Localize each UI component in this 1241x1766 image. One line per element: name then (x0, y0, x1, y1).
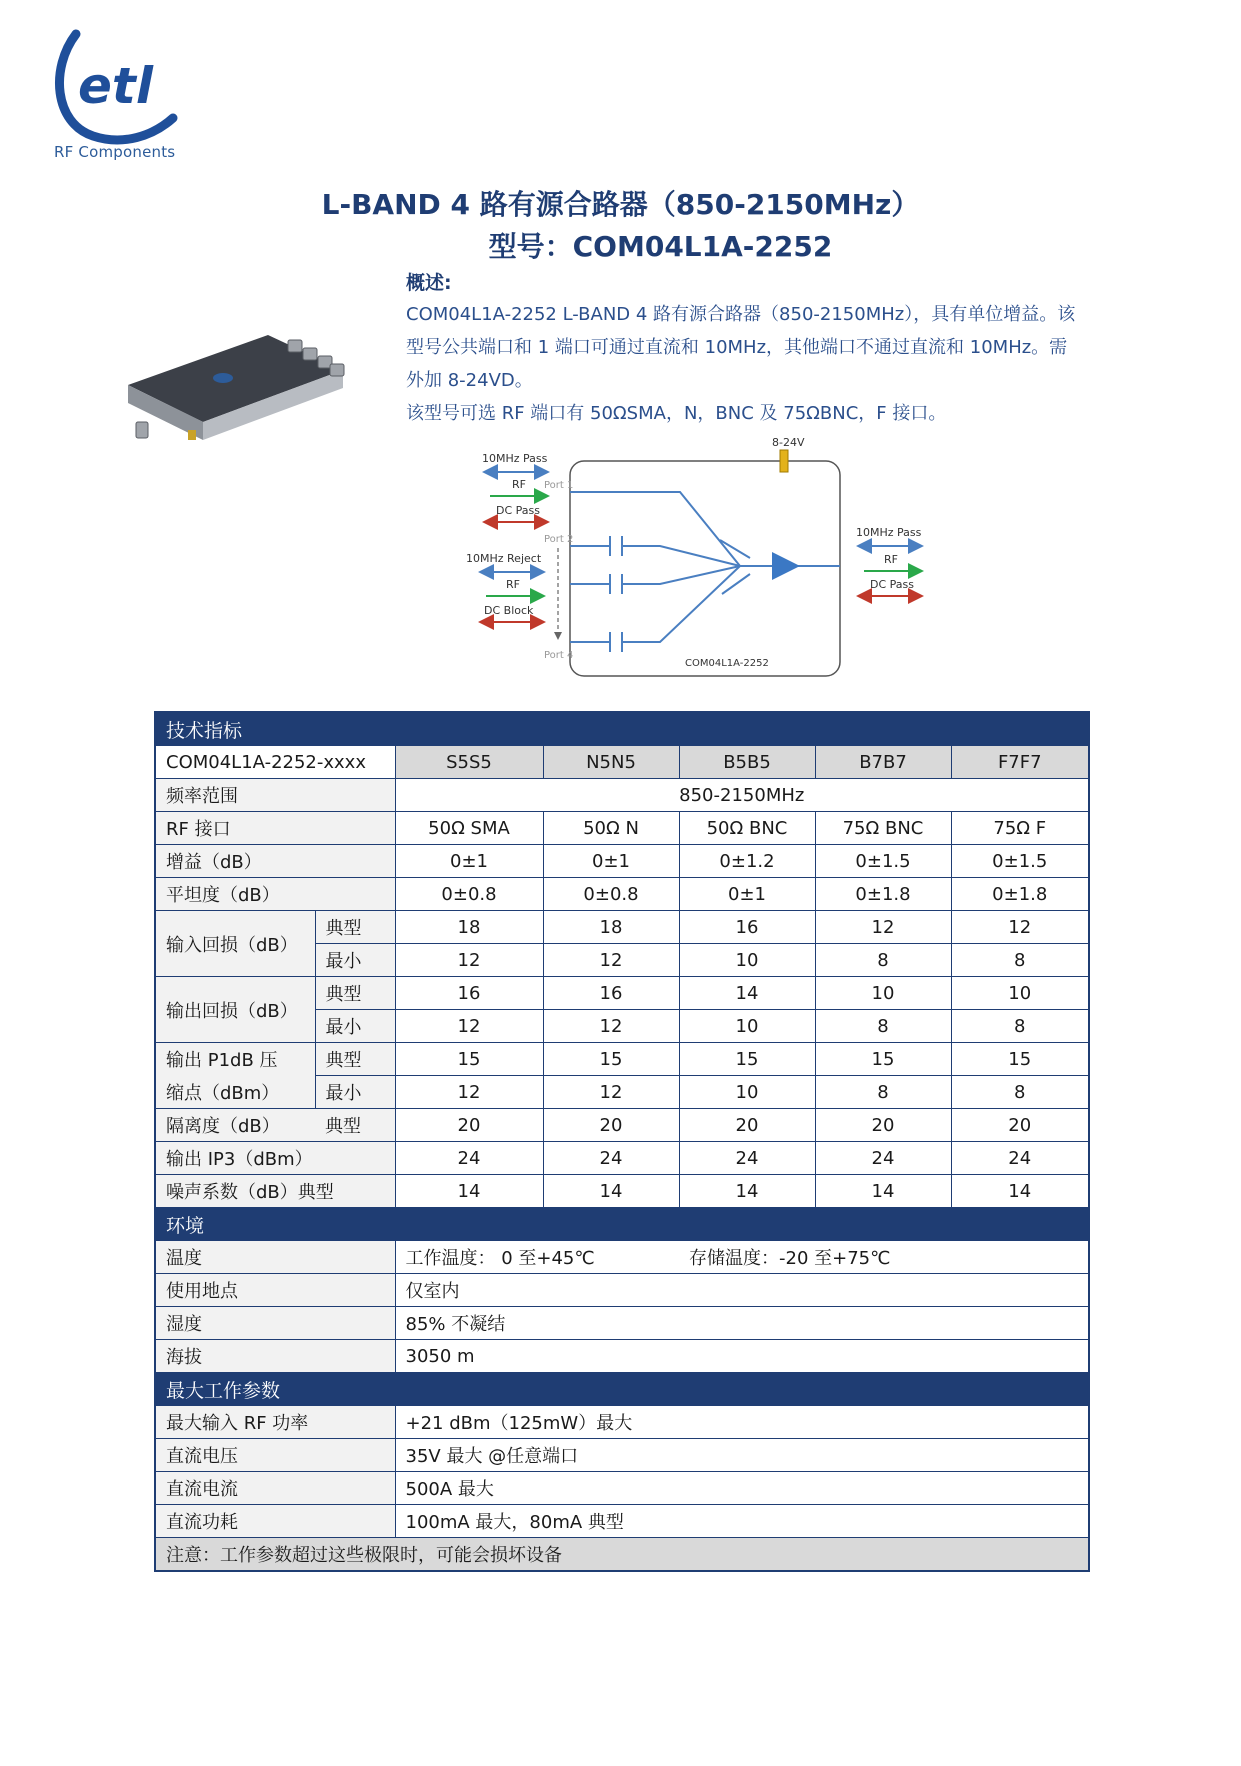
sub-label: 典型 (315, 1109, 395, 1142)
cell-value: 0±1.2 (679, 845, 815, 878)
overview-heading: 概述: (406, 272, 452, 294)
left-top-label: DC Pass (496, 504, 540, 517)
cell-value: 0±0.8 (395, 878, 543, 911)
port2-label: Port 2 (544, 534, 574, 545)
voltage-label: 8-24V (772, 436, 805, 449)
cell-value: 16 (395, 977, 543, 1010)
port4-label: Port 4 (544, 650, 574, 661)
row-label: 输出 IP3（dBm） (155, 1142, 395, 1175)
cell-value: 0±1 (679, 878, 815, 911)
left-bottom-label: 10MHz Reject (466, 552, 542, 565)
left-bottom-label: RF (506, 578, 520, 591)
row-label: 输出 P1dB 压 (155, 1043, 315, 1076)
sub-label: 最小 (315, 944, 395, 977)
right-label: RF (884, 553, 898, 566)
amplifier-icon (772, 552, 800, 580)
row-label: 增益（dB） (155, 845, 395, 878)
cell-value: 85% 不凝结 (395, 1307, 1089, 1340)
cell-value: 10 (951, 977, 1089, 1010)
table-row (155, 1043, 1089, 1076)
cell-value: 15 (543, 1043, 679, 1076)
row-label: 最大输入 RF 功率 (155, 1406, 395, 1439)
cell-value: 0±1 (395, 845, 543, 878)
cell-value: 14 (395, 1175, 543, 1208)
cell-value: 20 (543, 1109, 679, 1142)
section-title-env: 环境 (155, 1208, 1089, 1241)
left-top-label: 10MHz Pass (482, 452, 548, 465)
cell-value: 存储温度：-20 至+75℃ (679, 1241, 1089, 1274)
cell-value: 20 (815, 1109, 951, 1142)
cell-value: 20 (951, 1109, 1089, 1142)
cell-value: 8 (951, 1010, 1089, 1043)
variant-header: B5B5 (679, 746, 815, 779)
logo-mark: etl (78, 57, 153, 115)
cell-value: 14 (679, 977, 815, 1010)
cell-value: 14 (543, 1175, 679, 1208)
table-row (155, 1340, 1089, 1373)
cell-value: 50Ω SMA (395, 812, 543, 845)
cell-value: 75Ω F (951, 812, 1089, 845)
cell-value: 0±1.8 (951, 878, 1089, 911)
cell-value: 50Ω BNC (679, 812, 815, 845)
sub-label: 典型 (315, 977, 395, 1010)
cell-value: 10 (679, 1010, 815, 1043)
section-title-max: 最大工作参数 (155, 1373, 1089, 1406)
row-label: 输出回损（dB） (155, 977, 315, 1043)
cell-value: 15 (951, 1043, 1089, 1076)
table-row (155, 1472, 1089, 1505)
cell-value: 12 (815, 911, 951, 944)
sub-label: 典型 (315, 911, 395, 944)
table-row (155, 1406, 1089, 1439)
cell-value: 12 (395, 1010, 543, 1043)
page-title: L-BAND 4 路有源合路器（850-2150MHz） (321, 188, 920, 221)
table-row (155, 1109, 1089, 1142)
enclosure-logo-icon (213, 373, 233, 383)
cell-value: 10 (679, 1076, 815, 1109)
cell-value: 0±1 (543, 845, 679, 878)
spec-table (154, 711, 1090, 1572)
row-label: 输入回损（dB） (155, 911, 315, 977)
variant-header: F7F7 (951, 746, 1089, 779)
table-row (155, 746, 1089, 779)
dc-input-icon (780, 450, 788, 472)
cell-value: 12 (543, 944, 679, 977)
cell-value: 8 (815, 944, 951, 977)
cell-value: 8 (815, 1010, 951, 1043)
cell-value: 10 (679, 944, 815, 977)
dc-block-capacitors (610, 536, 622, 652)
cell-value: 20 (395, 1109, 543, 1142)
cell-value: 仅室内 (395, 1274, 1089, 1307)
cell-value: 0±0.8 (543, 878, 679, 911)
warning-note: 注意：工作参数超过这些极限时，可能会损坏设备 (155, 1538, 1089, 1572)
table-row (155, 779, 1089, 812)
cell-value: 14 (815, 1175, 951, 1208)
cell-value: 工作温度： 0 至+45℃ (395, 1241, 679, 1274)
cell-value: 24 (951, 1142, 1089, 1175)
table-row (155, 977, 1089, 1010)
cell-value: 3050 m (395, 1340, 1089, 1373)
cell-value: 15 (395, 1043, 543, 1076)
row-label: 海拔 (155, 1340, 395, 1373)
cell-value: 24 (543, 1142, 679, 1175)
cell-value: 50Ω N (543, 812, 679, 845)
variant-header: N5N5 (543, 746, 679, 779)
table-row (155, 911, 1089, 944)
right-label: DC Pass (870, 578, 914, 591)
cell-value: 10 (815, 977, 951, 1010)
cell-value: 0±1.8 (815, 878, 951, 911)
table-row (155, 1439, 1089, 1472)
row-label: 使用地点 (155, 1274, 395, 1307)
sub-label: 典型 (315, 1043, 395, 1076)
diagram-model-label: COM04L1A-2252 (685, 658, 769, 669)
table-row (155, 845, 1089, 878)
table-row (155, 1274, 1089, 1307)
left-bottom-label: DC Block (484, 604, 534, 617)
table-row (155, 812, 1089, 845)
row-label: 平坦度（dB） (155, 878, 395, 911)
product-photo (118, 330, 348, 470)
cell-value: 12 (951, 911, 1089, 944)
cell-value: 850-2150MHz (395, 779, 1089, 812)
sub-label: 最小 (315, 1010, 395, 1043)
variant-header: S5S5 (395, 746, 543, 779)
cell-value: 24 (679, 1142, 815, 1175)
cell-value: 100mA 最大，80mA 典型 (395, 1505, 1089, 1538)
row-label: 直流电压 (155, 1439, 395, 1472)
logo-subtitle: RF Components (54, 143, 176, 161)
section-header (155, 712, 1089, 746)
row-label: 频率范围 (155, 779, 395, 812)
row-label: RF 接口 (155, 812, 395, 845)
cell-value: 12 (543, 1076, 679, 1109)
port1-label: Port 1 (544, 480, 574, 491)
table-row (155, 1241, 1089, 1274)
row-label: 噪声系数（dB）典型 (155, 1175, 395, 1208)
table-row (155, 1307, 1089, 1340)
section-header (155, 1208, 1089, 1241)
section-title-specs: 技术指标 (155, 712, 1089, 746)
cell-value: 18 (543, 911, 679, 944)
overview-text (406, 298, 1081, 430)
cell-value: 0±1.5 (951, 845, 1089, 878)
table-row (155, 1505, 1089, 1538)
cell-value: 20 (679, 1109, 815, 1142)
table-row (155, 1538, 1089, 1572)
cell-value: 8 (951, 1076, 1089, 1109)
cell-value: +21 dBm（125mW）最大 (395, 1406, 1089, 1439)
cell-value: 14 (679, 1175, 815, 1208)
cell-value: 12 (395, 944, 543, 977)
dc-terminal-icon (188, 430, 196, 440)
cell-value: 75Ω BNC (815, 812, 951, 845)
cell-value: 12 (395, 1076, 543, 1109)
table-row (155, 878, 1089, 911)
cell-value: 0±1.5 (815, 845, 951, 878)
cell-value: 35V 最大 @任意端口 (395, 1439, 1089, 1472)
row-label: 直流电流 (155, 1472, 395, 1505)
variant-header: B7B7 (815, 746, 951, 779)
table-row (155, 1076, 1089, 1109)
overview-paragraph: COM04L1A-2252 L-BAND 4 路有源合路器（850-2150MHz），具有单位增益。该型号公共端口和 1 端口可通过直流和 10MHz，其他端口不通过直流和 10MHz。需外加 8-24VD。 (406, 304, 1076, 391)
table-row (155, 1142, 1089, 1175)
cell-value: 16 (679, 911, 815, 944)
cell-value: 16 (543, 977, 679, 1010)
cell-value: 500A 最大 (395, 1472, 1089, 1505)
right-label: 10MHz Pass (856, 526, 922, 539)
model-title: 型号：COM04L1A-2252 (488, 230, 833, 263)
cell-value: 8 (951, 944, 1089, 977)
cell-value: 24 (815, 1142, 951, 1175)
cell-value: 15 (815, 1043, 951, 1076)
left-top-label: RF (512, 478, 526, 491)
block-diagram (460, 436, 940, 686)
overview-paragraph: 该型号可选 RF 端口有 50ΩSMA，N，BNC 及 75ΩBNC，F 接口。 (406, 403, 947, 424)
cell-value: 24 (395, 1142, 543, 1175)
cell-value: 18 (395, 911, 543, 944)
section-header (155, 1373, 1089, 1406)
row-label: 湿度 (155, 1307, 395, 1340)
row-label: 温度 (155, 1241, 395, 1274)
table-row (155, 1175, 1089, 1208)
row-label: 直流功耗 (155, 1505, 395, 1538)
row-label: 隔离度（dB） (155, 1109, 315, 1142)
cell-value: 12 (543, 1010, 679, 1043)
cell-value: 8 (815, 1076, 951, 1109)
cell-value: 14 (951, 1175, 1089, 1208)
sub-label: 最小 (315, 1076, 395, 1109)
model-cell: COM04L1A-2252-xxxx (155, 746, 395, 779)
row-label: 缩点（dBm） (155, 1076, 315, 1109)
cell-value: 15 (679, 1043, 815, 1076)
